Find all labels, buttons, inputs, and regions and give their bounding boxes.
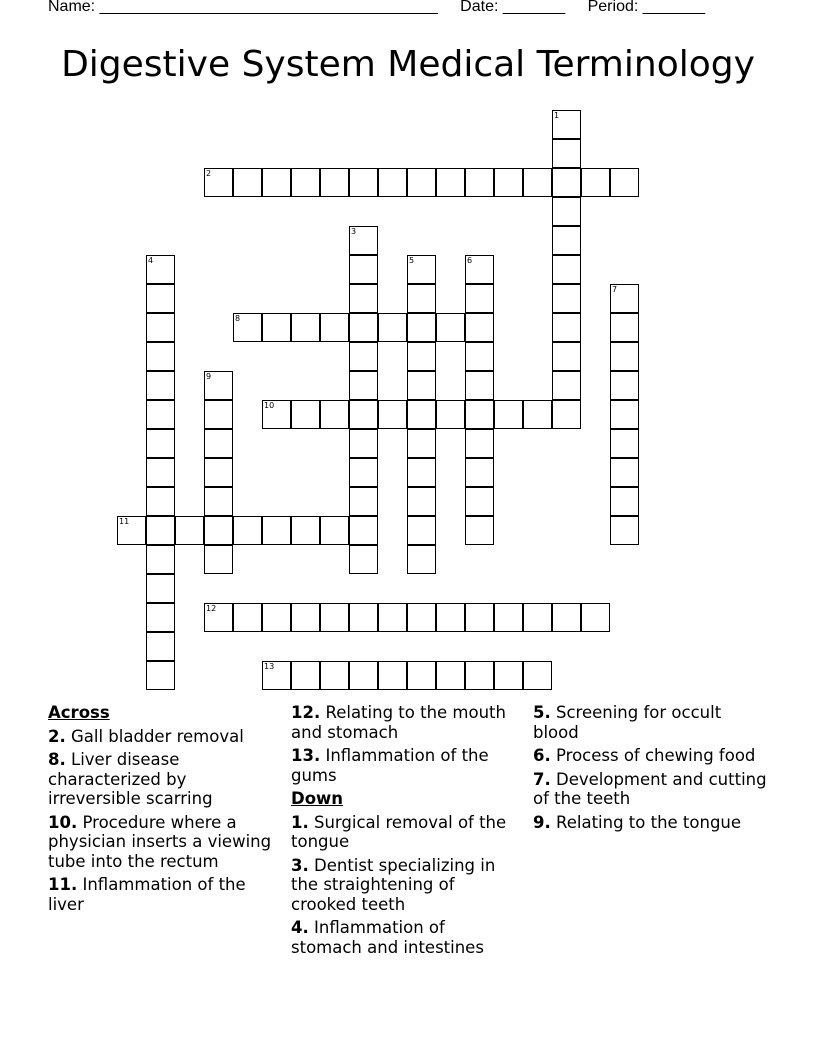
clue-across-2 <box>48 727 278 747</box>
grid-cell[interactable] <box>610 400 639 429</box>
grid-cell[interactable] <box>552 400 581 429</box>
clue-number: 1. <box>291 812 309 832</box>
grid-cell[interactable] <box>146 632 175 661</box>
grid-cell[interactable] <box>610 168 639 197</box>
grid-cell[interactable] <box>465 255 494 284</box>
grid-cell[interactable] <box>204 458 233 487</box>
clue-number-label: 5 <box>409 256 415 265</box>
grid-cell[interactable] <box>436 661 465 690</box>
grid-cell[interactable] <box>233 168 262 197</box>
grid-cell[interactable] <box>494 603 523 632</box>
grid-cell[interactable] <box>610 371 639 400</box>
grid-cell[interactable] <box>465 661 494 690</box>
grid-cell[interactable] <box>233 313 262 342</box>
grid-cell[interactable] <box>320 516 349 545</box>
grid-cell[interactable] <box>320 313 349 342</box>
grid-cell[interactable] <box>320 168 349 197</box>
grid-cell[interactable] <box>465 516 494 545</box>
grid-cell[interactable] <box>204 429 233 458</box>
grid-cell[interactable] <box>523 661 552 690</box>
grid-cell[interactable] <box>552 255 581 284</box>
grid-cell[interactable] <box>349 284 378 313</box>
period-field[interactable]: Period: _______ <box>587 0 706 15</box>
grid-cell[interactable] <box>349 487 378 516</box>
grid-cell[interactable] <box>349 342 378 371</box>
grid-cell[interactable] <box>552 139 581 168</box>
grid-cell[interactable] <box>465 168 494 197</box>
clue-number: 9. <box>533 812 551 832</box>
clue-number-label: 9 <box>206 372 212 381</box>
grid-cell[interactable] <box>552 603 581 632</box>
clue-text: Inflammation of the gums <box>291 746 489 785</box>
grid-cell[interactable] <box>610 487 639 516</box>
grid-cell[interactable] <box>407 545 436 574</box>
clue-across-10 <box>48 813 278 872</box>
grid-cell[interactable] <box>320 661 349 690</box>
grid-cell[interactable] <box>262 516 291 545</box>
grid-cell[interactable] <box>349 458 378 487</box>
grid-cell[interactable] <box>233 603 262 632</box>
clue-text: Relating to the tongue <box>556 812 742 832</box>
grid-cell[interactable] <box>407 255 436 284</box>
grid-cell[interactable] <box>204 545 233 574</box>
clue-number: 5. <box>533 703 551 722</box>
grid-cell[interactable] <box>204 371 233 400</box>
grid-cell[interactable] <box>146 255 175 284</box>
grid-cell[interactable] <box>233 516 262 545</box>
grid-cell[interactable] <box>407 429 436 458</box>
grid-cell[interactable] <box>494 661 523 690</box>
clue-number: 10. <box>48 812 78 832</box>
grid-cell[interactable] <box>175 516 204 545</box>
clue-number: 12. <box>291 703 321 722</box>
clue-number-label: 2 <box>206 169 212 178</box>
grid-cell[interactable] <box>262 400 291 429</box>
grid-cell[interactable] <box>349 516 378 545</box>
grid-cell[interactable] <box>146 284 175 313</box>
grid-cell[interactable] <box>407 487 436 516</box>
grid-cell[interactable] <box>378 661 407 690</box>
grid-cell[interactable] <box>552 226 581 255</box>
grid-cell[interactable] <box>581 168 610 197</box>
grid-cell[interactable] <box>552 342 581 371</box>
grid-cell[interactable] <box>349 545 378 574</box>
grid-cell[interactable] <box>407 371 436 400</box>
clue-number: 8. <box>48 750 66 769</box>
grid-cell[interactable] <box>407 342 436 371</box>
clue-number-label: 10 <box>264 401 275 410</box>
grid-cell[interactable] <box>291 661 320 690</box>
grid-cell[interactable] <box>262 168 291 197</box>
grid-cell[interactable] <box>407 313 436 342</box>
grid-cell[interactable] <box>349 255 378 284</box>
grid-cell[interactable] <box>465 313 494 342</box>
grid-cell[interactable] <box>581 603 610 632</box>
grid-cell[interactable] <box>349 313 378 342</box>
grid-cell[interactable] <box>465 284 494 313</box>
grid-cell[interactable] <box>349 400 378 429</box>
clue-down-5 <box>533 703 768 742</box>
grid-cell[interactable] <box>291 313 320 342</box>
clue-down-4 <box>291 918 516 957</box>
clue-number-label: 11 <box>119 517 130 526</box>
grid-cell[interactable] <box>204 168 233 197</box>
grid-cell[interactable] <box>204 603 233 632</box>
grid-cell[interactable] <box>204 400 233 429</box>
grid-cell[interactable] <box>407 284 436 313</box>
clue-number-label: 12 <box>206 604 217 613</box>
grid-cell[interactable] <box>407 168 436 197</box>
grid-cell[interactable] <box>204 516 233 545</box>
grid-cell[interactable] <box>610 429 639 458</box>
clue-number-label: 3 <box>351 227 357 236</box>
grid-cell[interactable] <box>523 168 552 197</box>
grid-cell[interactable] <box>262 661 291 690</box>
grid-cell[interactable] <box>552 168 581 197</box>
clue-across-8 <box>48 750 278 809</box>
grid-cell[interactable] <box>146 603 175 632</box>
grid-cell[interactable] <box>610 284 639 313</box>
clue-number: 2. <box>48 726 66 746</box>
clue-down-9 <box>533 813 768 833</box>
grid-cell[interactable] <box>407 661 436 690</box>
grid-cell[interactable] <box>494 400 523 429</box>
grid-cell[interactable] <box>465 429 494 458</box>
grid-cell[interactable] <box>407 458 436 487</box>
grid-cell[interactable] <box>146 661 175 690</box>
grid-cell[interactable] <box>552 197 581 226</box>
grid-cell[interactable] <box>146 545 175 574</box>
grid-cell[interactable] <box>610 516 639 545</box>
clue-across-12 <box>291 703 516 742</box>
clue-text: Gall bladder removal <box>71 726 244 746</box>
grid-cell[interactable] <box>436 313 465 342</box>
grid-cell[interactable] <box>523 400 552 429</box>
clue-down-3 <box>291 856 516 915</box>
grid-cell[interactable] <box>291 603 320 632</box>
date-field[interactable]: Date: _______ <box>460 0 566 15</box>
clue-number: 6. <box>533 746 551 765</box>
grid-cell[interactable] <box>465 342 494 371</box>
grid-cell[interactable] <box>610 458 639 487</box>
clue-down-1 <box>291 813 516 852</box>
clue-text: Procedure where a physician inserts a viewing tube into the rectum <box>48 812 272 871</box>
clue-across-11 <box>48 875 278 914</box>
grid-cell[interactable] <box>320 400 349 429</box>
across-heading: Across <box>48 703 110 722</box>
grid-cell[interactable] <box>407 603 436 632</box>
clue-number: 7. <box>533 769 551 789</box>
clue-text: Inflammation of the liver <box>48 875 246 914</box>
grid-cell[interactable] <box>291 516 320 545</box>
grid-cell[interactable] <box>117 516 146 545</box>
grid-cell[interactable] <box>494 168 523 197</box>
grid-cell[interactable] <box>552 371 581 400</box>
clue-text: Dentist specializing in the straightening of crooked teeth <box>291 855 496 914</box>
grid-cell[interactable] <box>465 400 494 429</box>
grid-cell[interactable] <box>552 284 581 313</box>
grid-cell[interactable] <box>465 371 494 400</box>
grid-cell[interactable] <box>378 313 407 342</box>
clue-number: 3. <box>291 855 309 875</box>
grid-cell[interactable] <box>436 168 465 197</box>
clue-text: Inflammation of stomach and intestines <box>291 918 484 957</box>
clue-down-6 <box>533 746 768 766</box>
clue-number-label: 8 <box>235 314 241 323</box>
grid-cell[interactable] <box>407 516 436 545</box>
grid-cell[interactable] <box>146 516 175 545</box>
clue-across-13 <box>291 746 516 785</box>
grid-cell[interactable] <box>146 458 175 487</box>
grid-cell[interactable] <box>465 487 494 516</box>
grid-cell[interactable] <box>436 400 465 429</box>
clue-text: Development and cutting of the teeth <box>533 769 767 808</box>
grid-cell[interactable] <box>349 429 378 458</box>
clue-text: Process of chewing food <box>556 746 756 765</box>
grid-cell[interactable] <box>146 400 175 429</box>
clues-column-1 <box>48 703 278 918</box>
grid-cell[interactable] <box>610 313 639 342</box>
grid-cell[interactable] <box>146 371 175 400</box>
grid-cell[interactable] <box>349 371 378 400</box>
grid-cell[interactable] <box>523 603 552 632</box>
grid-cell[interactable] <box>552 110 581 139</box>
grid-cell[interactable] <box>552 313 581 342</box>
grid-cell[interactable] <box>262 313 291 342</box>
grid-cell[interactable] <box>378 168 407 197</box>
grid-cell[interactable] <box>146 487 175 516</box>
clue-number-label: 13 <box>264 662 275 671</box>
grid-cell[interactable] <box>349 168 378 197</box>
grid-cell[interactable] <box>320 603 349 632</box>
clues-column-3 <box>533 703 768 836</box>
clue-text: Liver disease characterized by irreversible scarring <box>48 750 213 808</box>
grid-cell[interactable] <box>610 342 639 371</box>
grid-cell[interactable] <box>465 458 494 487</box>
down-heading: Down <box>291 789 344 808</box>
clue-number-label: 1 <box>554 111 560 120</box>
clue-number: 13. <box>291 746 321 765</box>
grid-cell[interactable] <box>378 603 407 632</box>
grid-cell[interactable] <box>146 313 175 342</box>
grid-cell[interactable] <box>146 342 175 371</box>
clue-number: 4. <box>291 918 309 937</box>
grid-cell[interactable] <box>291 400 320 429</box>
clue-text: Screening for occult blood <box>533 703 722 742</box>
name-field[interactable]: Name: ______________________________________ <box>48 0 438 15</box>
page-title: Digestive System Medical Terminology <box>61 44 755 85</box>
clue-number-label: 7 <box>612 285 618 294</box>
clue-number: 11. <box>48 875 78 894</box>
grid-cell[interactable] <box>291 168 320 197</box>
clue-text: Relating to the mouth and stomach <box>291 703 506 742</box>
grid-cell[interactable] <box>349 226 378 255</box>
grid-cell[interactable] <box>465 603 494 632</box>
clue-down-7 <box>533 770 768 809</box>
grid-cell[interactable] <box>349 661 378 690</box>
grid-cell[interactable] <box>349 603 378 632</box>
grid-cell[interactable] <box>262 603 291 632</box>
grid-cell[interactable] <box>146 574 175 603</box>
grid-cell[interactable] <box>407 400 436 429</box>
grid-cell[interactable] <box>204 487 233 516</box>
clue-text: Surgical removal of the tongue <box>291 812 507 851</box>
grid-cell[interactable] <box>378 400 407 429</box>
grid-cell[interactable] <box>146 429 175 458</box>
clue-number-label: 4 <box>148 256 154 265</box>
clue-number-label: 6 <box>467 256 473 265</box>
grid-cell[interactable] <box>436 603 465 632</box>
clues-column-2 <box>291 703 516 961</box>
